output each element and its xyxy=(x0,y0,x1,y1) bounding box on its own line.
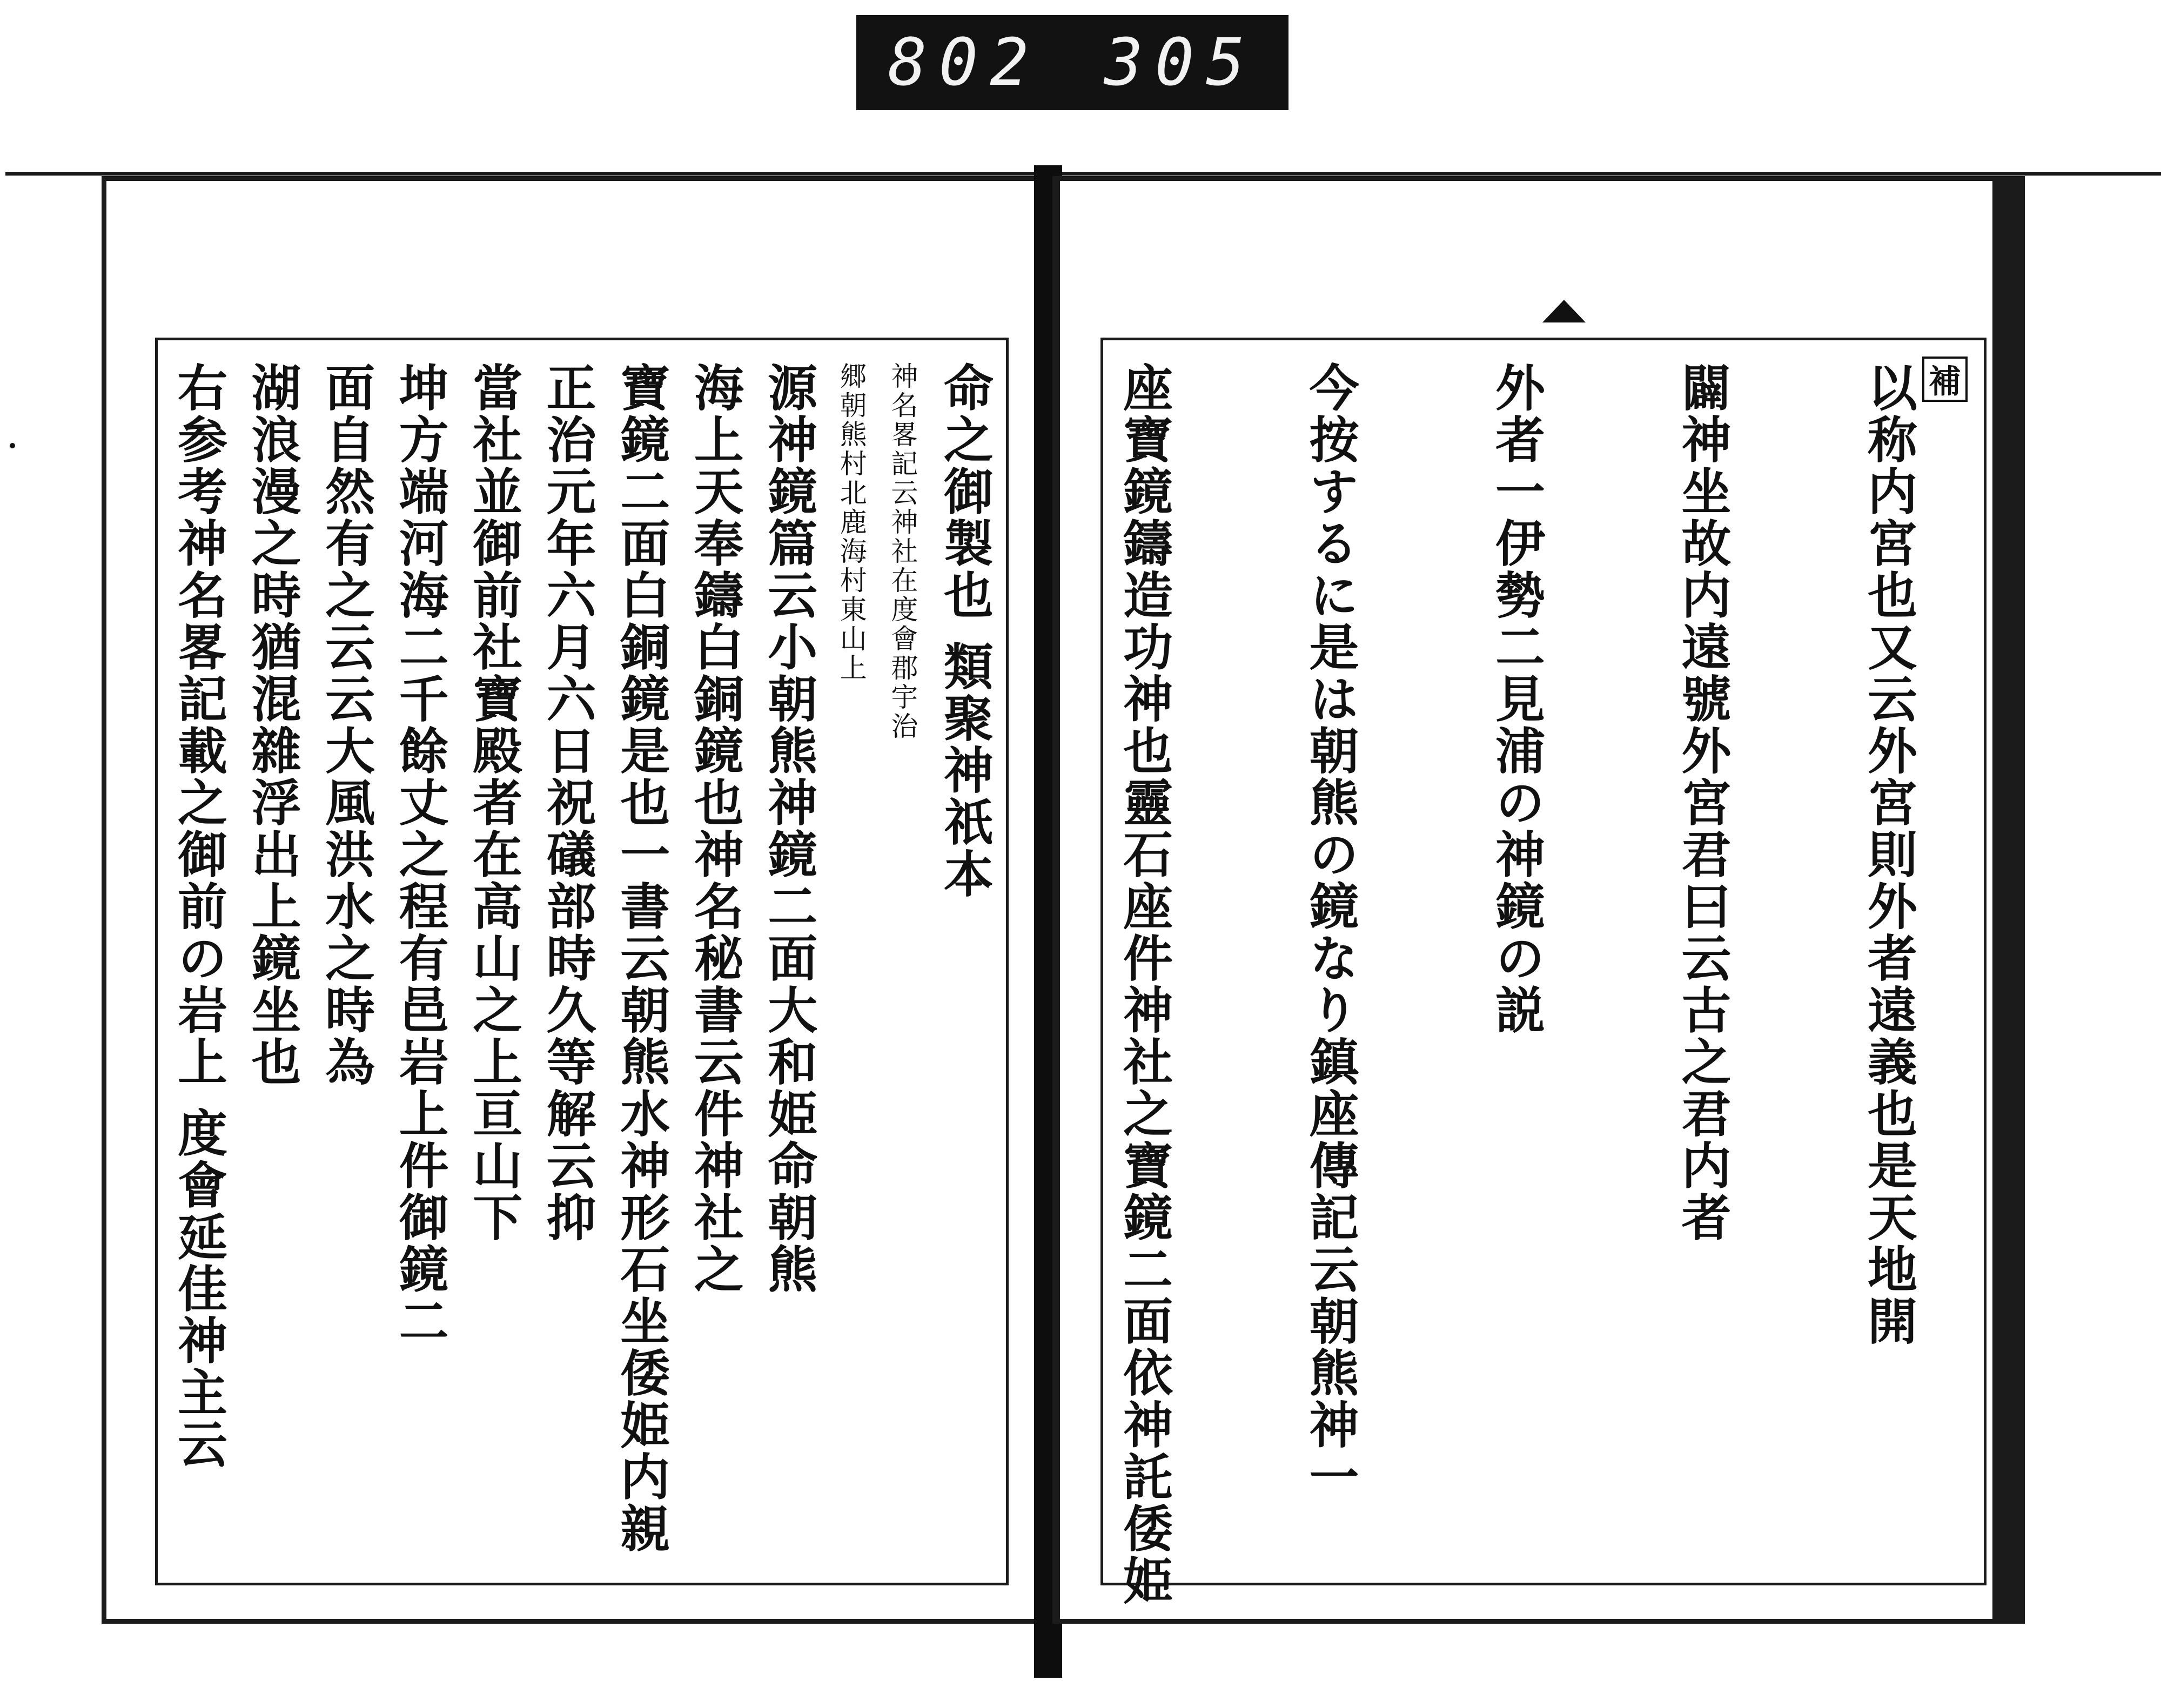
text-column: 右参考神名畧記載之御前の岩上 度會延佳神主云 xyxy=(170,362,228,1471)
annotation-column: 郷朝熊村北鹿海村東山上 xyxy=(835,362,867,683)
text-column: 海上天奉鑄白銅鏡也神名秘書云件神社之 xyxy=(686,362,744,1295)
catalog-number-plate xyxy=(856,15,1288,110)
section-mark: 補 xyxy=(1922,357,1968,402)
text-column: 坤方端河海二千餘丈之程有邑岩上件御鏡二 xyxy=(391,362,449,1347)
right-text-frame xyxy=(1100,338,1986,1606)
text-column: 外者一伊勢二見浦の神鏡の説 xyxy=(1487,362,1546,1036)
text-column: 寶鏡二面白銅鏡是也一書云朝熊水神形石坐倭姫内親 xyxy=(612,362,671,1555)
text-column: 正治元年六月六日祝礒部時久等解云抑 xyxy=(538,362,597,1243)
text-column: 闢神坐故内遠號外宮君曰云古之君内者 xyxy=(1673,362,1732,1243)
section-tab-triangle xyxy=(1542,300,1586,322)
open-book xyxy=(102,165,2030,1678)
left-page xyxy=(102,176,1042,1624)
left-text-frame xyxy=(155,338,1009,1585)
right-page xyxy=(1052,176,2025,1624)
text-column: 今按するに是は朝熊の鏡なり鎮座傳記云朝熊神一 xyxy=(1301,362,1360,1503)
text-column: 面自然有之云云大風洪水之時為 xyxy=(317,362,376,1088)
text-column: 以称内宮也又云外宮則外者遠義也是天地開 xyxy=(1860,362,1918,1347)
catalog-number-right: 305 xyxy=(1104,25,1257,100)
text-column: 湖浪漫之時猶混雜浮出上鏡坐也 xyxy=(243,362,302,1088)
left-columns xyxy=(170,362,994,1561)
text-column: 當社並御前社寶殿者在高山之上亘山下 xyxy=(465,362,524,1243)
right-columns xyxy=(1115,362,1918,1606)
catalog-number-left: 802 xyxy=(888,25,1041,100)
ink-dot xyxy=(10,443,15,448)
text-column: 命之御製也 類聚神祇本 xyxy=(935,362,994,900)
annotation-column: 神名畧記云神社在度會郡宇治 xyxy=(887,362,918,741)
text-column: 座寶鏡鑄造功神也靈石座件神社之寶鏡二面依神託倭姫 xyxy=(1115,362,1173,1606)
text-column: 源神鏡篇云小朝熊神鏡二面大和姫命朝熊 xyxy=(760,362,818,1295)
